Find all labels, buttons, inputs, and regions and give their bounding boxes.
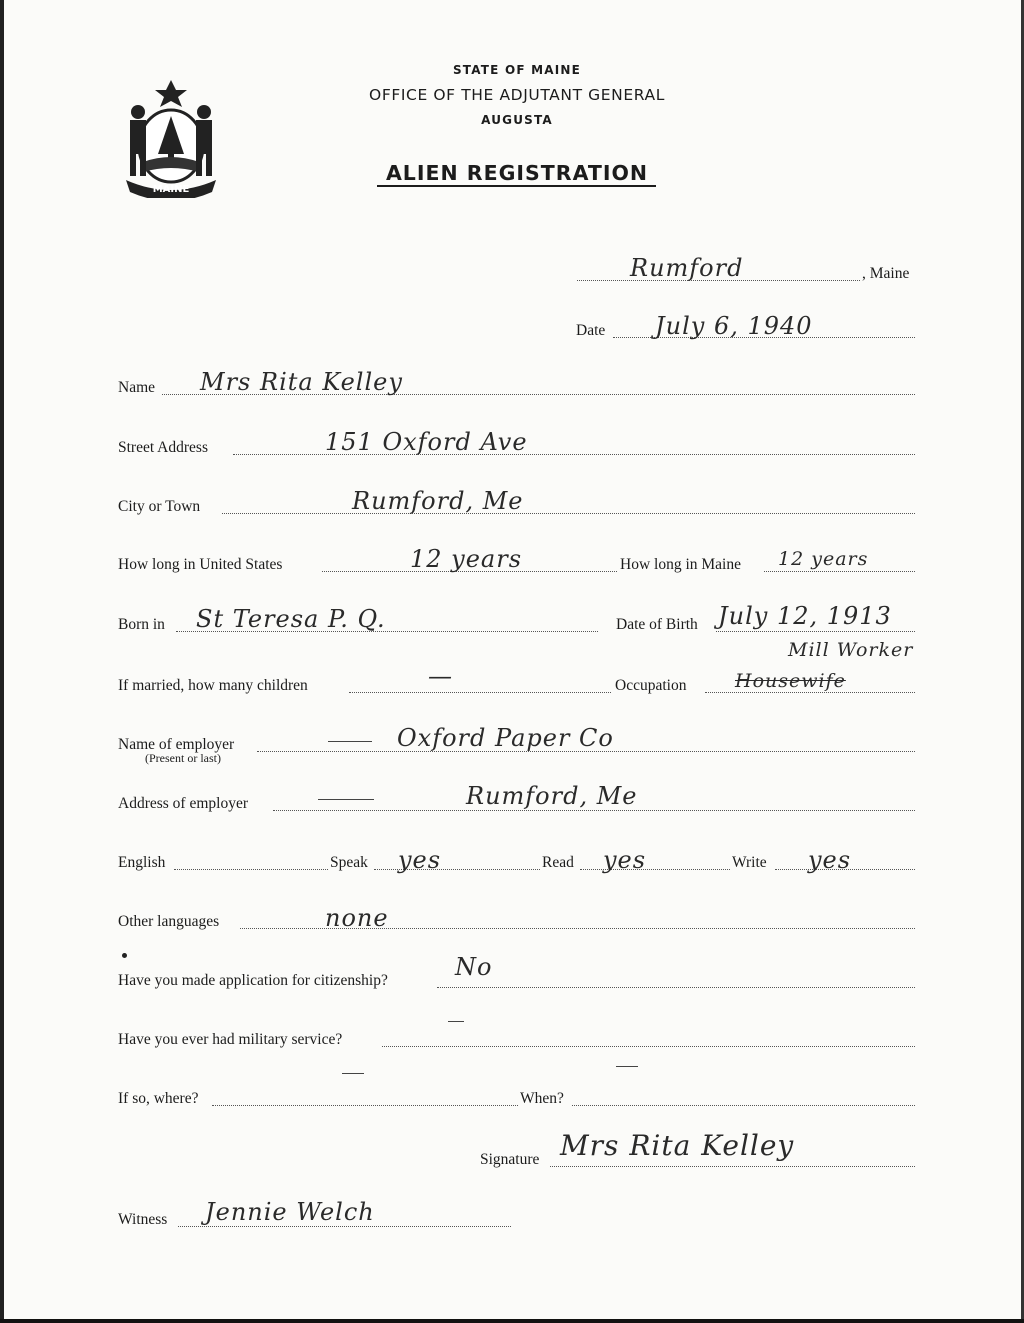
english-label: English bbox=[118, 854, 166, 871]
date-of-birth-line bbox=[716, 631, 915, 632]
born-in-label: Born in bbox=[118, 616, 165, 633]
when-dash bbox=[616, 1066, 638, 1067]
occupation-correction: Mill Worker bbox=[788, 639, 914, 661]
read-label: Read bbox=[542, 854, 574, 871]
employer-dash bbox=[328, 741, 372, 742]
where-label: If so, where? bbox=[118, 1090, 199, 1107]
military-dash bbox=[448, 1021, 464, 1022]
witness-label: Witness bbox=[118, 1211, 168, 1228]
occupation-label: Occupation bbox=[615, 677, 687, 694]
employer-address-dash bbox=[318, 799, 374, 800]
seal-banner-text: MAINE bbox=[152, 184, 190, 195]
scan-edge-bottom bbox=[0, 1319, 1024, 1323]
street-address-value: 151 Oxford Ave bbox=[325, 428, 528, 456]
city-label: City or Town bbox=[118, 498, 201, 515]
speak-label: Speak bbox=[330, 854, 368, 871]
children-value: — bbox=[428, 662, 453, 690]
military-line bbox=[382, 1046, 915, 1047]
employer-value: Oxford Paper Co bbox=[397, 724, 614, 752]
title-underline bbox=[377, 185, 656, 187]
children-label: If married, how many children bbox=[118, 677, 308, 694]
speak-value: yes bbox=[398, 846, 442, 874]
occupation-line bbox=[705, 692, 915, 693]
other-languages-value: none bbox=[325, 904, 389, 932]
how-long-us-value: 12 years bbox=[410, 545, 523, 573]
date-of-birth-label: Date of Birth bbox=[616, 616, 698, 633]
where-line bbox=[212, 1105, 518, 1106]
how-long-maine-line bbox=[764, 571, 915, 572]
employer-label: Name of employer bbox=[118, 736, 235, 753]
signature-line bbox=[550, 1166, 915, 1167]
citizenship-label: Have you made application for citizenship? bbox=[118, 972, 388, 989]
street-address-label: Street Address bbox=[118, 439, 208, 456]
read-value: yes bbox=[603, 846, 647, 874]
write-label: Write bbox=[732, 854, 767, 871]
citizenship-value: No bbox=[455, 953, 493, 981]
employer-address-value: Rumford, Me bbox=[466, 782, 638, 810]
signature-value: Mrs Rita Kelley bbox=[560, 1129, 795, 1162]
name-label: Name bbox=[118, 379, 156, 396]
how-long-maine-label: How long in Maine bbox=[620, 556, 741, 573]
date-label: Date bbox=[576, 322, 606, 339]
employer-address-line bbox=[273, 810, 915, 811]
header-city: AUGUSTA bbox=[481, 113, 553, 127]
signature-label: Signature bbox=[480, 1151, 540, 1168]
witness-value: Jennie Welch bbox=[205, 1198, 375, 1226]
citizenship-line bbox=[437, 987, 915, 988]
employer-sublabel: (Present or last) bbox=[145, 751, 221, 765]
military-label: Have you ever had military service? bbox=[118, 1031, 343, 1048]
how-long-us-label: How long in United States bbox=[118, 556, 283, 573]
employer-address-label: Address of employer bbox=[118, 795, 248, 812]
other-languages-label: Other languages bbox=[118, 913, 220, 930]
city-value: Rumford, Me bbox=[352, 487, 524, 515]
when-label: When? bbox=[520, 1090, 564, 1107]
when-line bbox=[572, 1105, 915, 1106]
margin-dot bbox=[122, 953, 127, 958]
witness-line bbox=[178, 1226, 511, 1227]
date-value: July 6, 1940 bbox=[655, 312, 813, 340]
header-office: OFFICE OF THE ADJUTANT GENERAL bbox=[369, 86, 665, 104]
write-value: yes bbox=[808, 846, 852, 874]
born-in-value: St Teresa P. Q. bbox=[196, 605, 386, 633]
children-line bbox=[349, 692, 611, 693]
date-of-birth-value: July 12, 1913 bbox=[718, 602, 892, 630]
header-state: STATE OF MAINE bbox=[452, 63, 582, 77]
maine-suffix: , Maine bbox=[862, 265, 910, 282]
how-long-maine-value: 12 years bbox=[778, 548, 869, 570]
form-title: ALIEN REGISTRATION bbox=[385, 161, 649, 185]
where-dash bbox=[342, 1073, 364, 1074]
town-value: Rumford bbox=[630, 254, 744, 282]
city-line bbox=[222, 513, 915, 514]
name-value: Mrs Rita Kelley bbox=[200, 368, 403, 396]
scan-edge-left bbox=[0, 0, 4, 1323]
occupation-value-struck: Housewife bbox=[735, 670, 846, 692]
english-line bbox=[174, 869, 328, 870]
